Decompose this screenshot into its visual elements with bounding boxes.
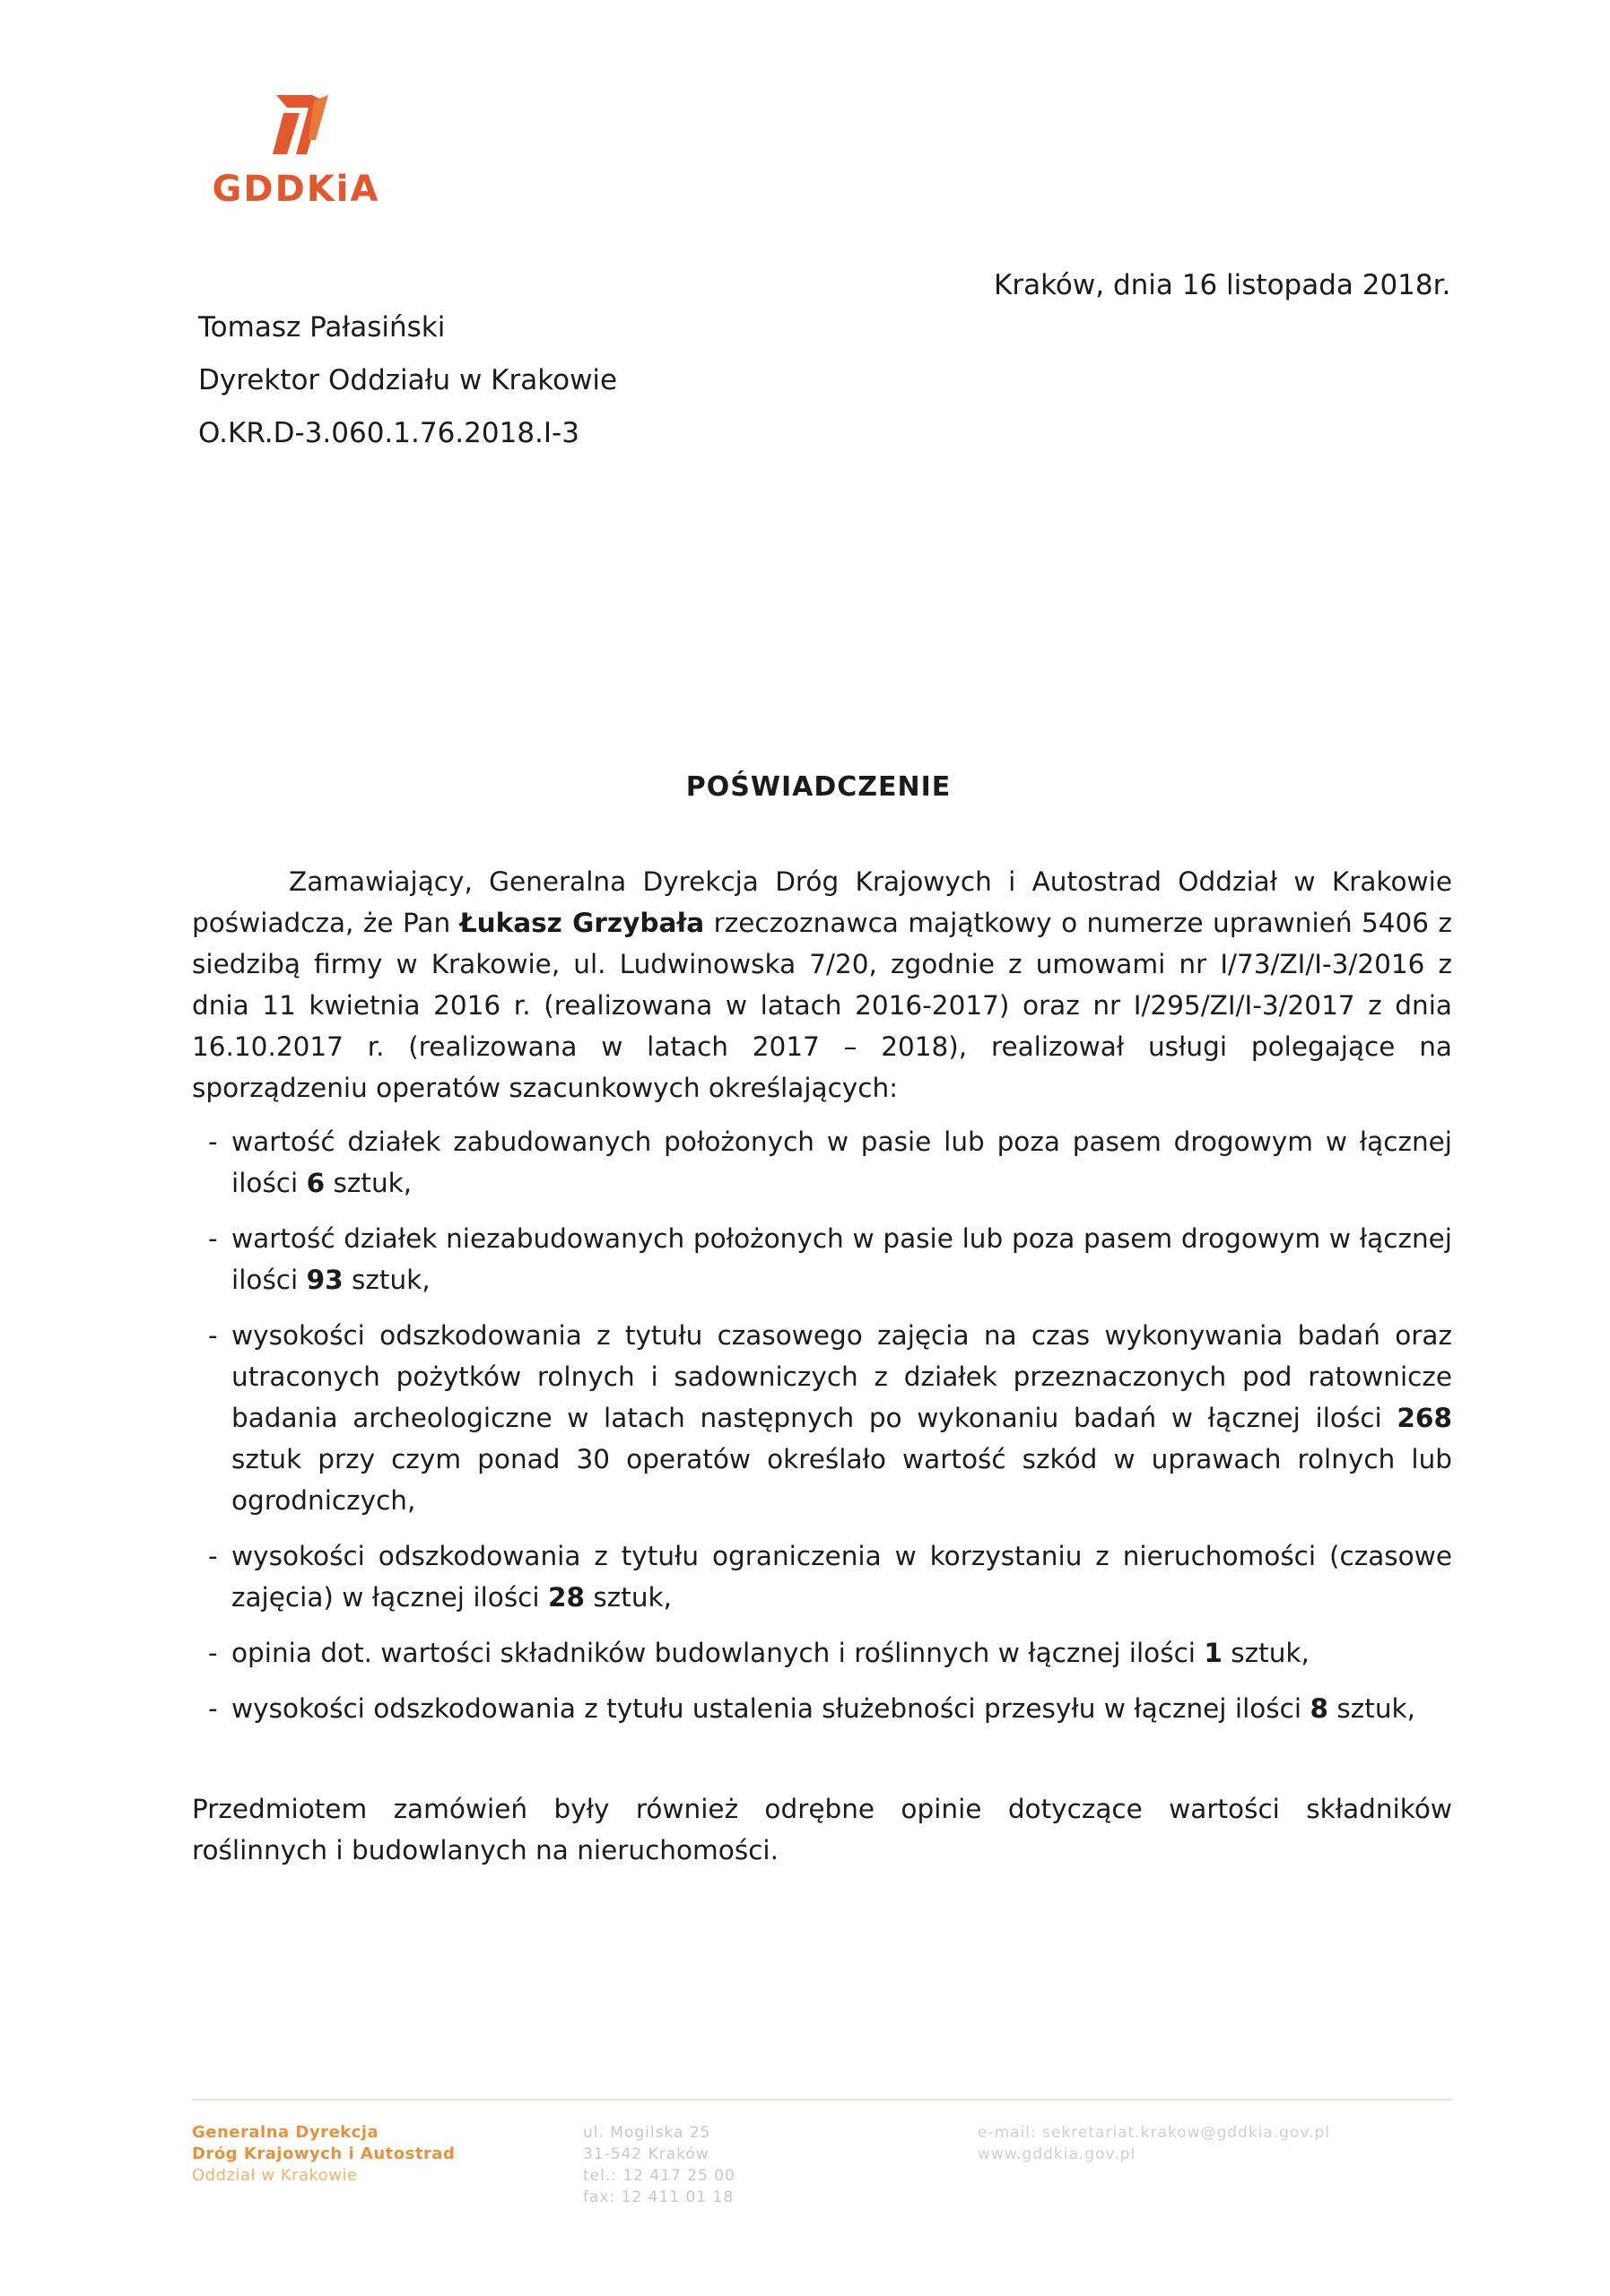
list-item — [192, 1632, 1452, 1674]
document-title: POŚWIADCZENIE — [685, 771, 952, 803]
reference-number: O.KR.D-3.060.1.76.2018.I-3 — [198, 417, 579, 449]
item-count: 8 — [1310, 1693, 1329, 1724]
list-dash: - — [208, 1693, 218, 1724]
item-count: 1 — [1204, 1638, 1223, 1668]
list-item — [192, 1535, 1452, 1618]
item-count: 28 — [547, 1582, 586, 1613]
list-dash: - — [208, 1223, 218, 1254]
item-text-end: sztuk, — [585, 1582, 673, 1613]
footer-org-line: Dróg Krajowych i Autostrad — [192, 2144, 456, 2163]
footer-street: ul. Mogilska 25 — [583, 2124, 711, 2142]
footer-org-branch: Oddział w Krakowie — [192, 2166, 358, 2185]
footer-org-line: Generalna Dyrekcja — [192, 2123, 379, 2142]
list-dash: - — [208, 1638, 218, 1668]
list-item — [192, 1315, 1452, 1521]
gddkia-emblem-icon — [260, 90, 332, 160]
list-dash: - — [208, 1126, 218, 1157]
footer-contact — [978, 2122, 1330, 2165]
list-dash: - — [208, 1541, 218, 1571]
item-text-end: sztuk, — [343, 1265, 431, 1295]
letter-footer — [0, 2099, 1610, 2233]
item-count: 93 — [306, 1265, 344, 1295]
item-text: wysokości odszkodowania z tytułu ograniczenia w korzystaniu z nieruchomości (czasowe zajęcia) w łącznej ilości — [231, 1541, 1452, 1613]
item-count: 6 — [306, 1168, 326, 1198]
footer-phone: tel.: 12 417 25 00 — [583, 2167, 735, 2185]
appraiser-name: Łukasz Grzybała — [459, 908, 705, 938]
letter-body — [192, 861, 1452, 1898]
intro-text-post: rzeczoznawca majątkowy o numerze uprawnień 5406 z siedzibą firmy w Krakowie, ul. Ludwinowska 7/20, zgodnie z umowami nr I/73/ZI/I-3/2016 z dnia 11 kwietnia 2016 r. (realizowana w latach 2016-2017) oraz nr I/295/ZI/I-3/2017 z dnia 16.10.2017 r. (realizowana w latach 2017 – 2018), realizował usługi polegające na sporządzeniu operatów szacunkowych określających: — [192, 908, 1452, 1103]
footer-organization — [192, 2122, 455, 2187]
list-dash: - — [208, 1320, 218, 1351]
item-text-end: sztuk, — [325, 1168, 413, 1198]
intro-text-pre: Zamawiający, Generalna Dyrekcja Dróg Krajowych i Autostrad Oddział w Krakowie poświadcza, że Pan — [192, 866, 1452, 938]
item-count: 268 — [1397, 1403, 1452, 1433]
footer-email-link[interactable]: e-mail: sekretariat.krakow@gddkia.gov.pl — [978, 2124, 1331, 2142]
services-list — [192, 1121, 1452, 1729]
footer-postcode: 31-542 Kraków — [583, 2145, 709, 2163]
item-text: wartość działek niezabudowanych położonych w pasie lub poza pasem drogowym w łącznej ilości — [231, 1223, 1452, 1295]
list-item — [192, 1121, 1452, 1204]
sender-title: Dyrektor Oddziału w Krakowie — [198, 364, 618, 396]
list-item — [192, 1688, 1452, 1729]
item-text: opinia dot. wartości składników budowlanych i roślinnych w łącznej ilości — [231, 1638, 1205, 1668]
sender-name: Tomasz Pałasiński — [198, 311, 446, 344]
item-text: wysokości odszkodowania z tytułu czasowego zajęcia na czas wykonywania badań oraz utraconych pożytków rolnych i sadowniczych z działek przeznaczonych pod ratownicze badania archeologiczne w latach następnych po wykonaniu badań w łącznej ilości — [231, 1320, 1452, 1433]
item-text-end: sztuk przy czym ponad 30 operatów określało wartość szkód w uprawach rolnych lub ogrodniczych, — [231, 1444, 1452, 1516]
footer-address — [583, 2122, 735, 2208]
footer-website-link[interactable]: www.gddkia.gov.pl — [978, 2145, 1136, 2163]
item-text: wysokości odszkodowania z tytułu ustalenia służebności przesyłu w łącznej ilości — [231, 1693, 1310, 1724]
intro-paragraph — [192, 861, 1452, 1109]
logo-wordmark: GDDKiA — [212, 169, 380, 210]
letter-date: Kraków, dnia 16 listopada 2018r. — [994, 269, 1451, 301]
item-text-end: sztuk, — [1222, 1638, 1310, 1668]
closing-paragraph: Przedmiotem zamówień były również odrębne opinie dotyczące wartości składników roślinnych i budowlanych na nieruchomości. — [192, 1794, 1452, 1866]
footer-fax: fax: 12 411 01 18 — [583, 2188, 735, 2206]
gddkia-logo — [197, 90, 395, 215]
list-item — [192, 1218, 1452, 1300]
item-text-end: sztuk, — [1328, 1693, 1415, 1724]
item-text: wartość działek zabudowanych położonych w pasie lub poza pasem drogowym w łącznej ilości — [231, 1126, 1452, 1198]
sender-block — [198, 301, 617, 460]
footer-divider — [193, 2099, 1453, 2100]
